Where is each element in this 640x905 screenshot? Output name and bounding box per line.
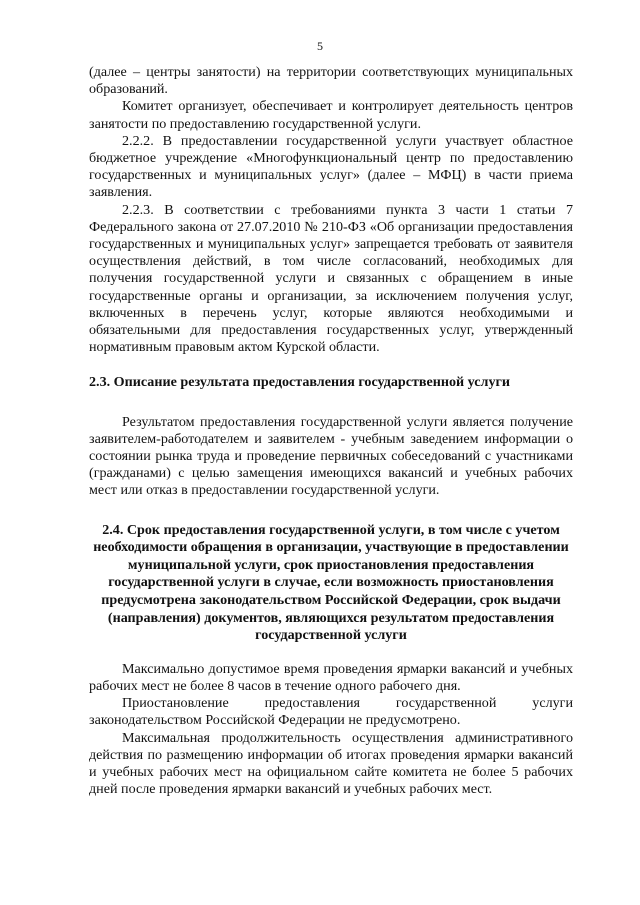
paragraph-suspension: Приостановление предоставления государственной услуги законодательством Российской Федерации не предусмотрено. — [89, 695, 573, 729]
paragraph-1: (далее – центры занятости) на территории соответствующих муниципальных образований. — [89, 64, 573, 98]
paragraph-max-duration: Максимальная продолжительность осуществления административного действия по размещению информации об итогах проведения ярмарки вакансий и учебных рабочих мест на официальном сайте комитета не более 5 рабочих дней после проведения ярмарки вакансий и учебных рабочих мест. — [89, 729, 573, 798]
paragraph-2: Комитет организует, обеспечивает и контролирует деятельность центров занятости по предоставлению государственной услуги. — [89, 98, 573, 132]
section-heading-2-4: 2.4. Срок предоставления государственной услуги, в том числе с учетом необходимости обращения в организации, участвующие в предоставлении муниципальной услуги, срок приостановления предоставления государственной услуги в случае, если возможность приостановления предусмотрена законодательством Российской Федерации, срок выдачи (направления) документов, являющихся результатом предоставления государственной услуги — [93, 521, 569, 644]
paragraph-result: Результатом предоставления государственной услуги является получение заявителем-работодателем и заявителем - учебным заведением информации о состоянии рынка труда и проведение первичных собеседований с участниками (гражданами) с целью замещения имеющихся вакансий и учебных рабочих мест или отказ в предоставлении государственной услуги. — [89, 413, 573, 499]
paragraph-2-2-3: 2.2.3. В соответствии с требованиями пункта 3 части 1 статьи 7 Федерального закона от 27.07.2010 № 210-ФЗ «Об организации предоставления государственных и муниципальных услуг» запрещается требовать от заявителя осуществления действий, в том числе согласований, необходимых для получения государственной услуги и связанных с обращением в иные государственные органы и организации, за исключением получения услуг, включенных в перечень услуг, которые являются необходимыми и обязательными для предоставления государственных услуг, утвержденный нормативным правовым актом Курской области. — [89, 201, 573, 356]
paragraph-2-2-2: 2.2.2. В предоставлении государственной услуги участвует областное бюджетное учреждение «Многофункциональный центр по предоставлению государственных и муниципальных услуг» (далее – МФЦ) в части приема заявления. — [89, 132, 573, 201]
page-number: 5 — [317, 39, 323, 53]
paragraph-max-time: Максимально допустимое время проведения ярмарки вакансий и учебных рабочих мест не более 8 часов в течение одного рабочего дня. — [89, 660, 573, 695]
section-heading-2-3: 2.3. Описание результата предоставления государственной услуги — [89, 374, 511, 391]
page-body — [89, 64, 573, 798]
